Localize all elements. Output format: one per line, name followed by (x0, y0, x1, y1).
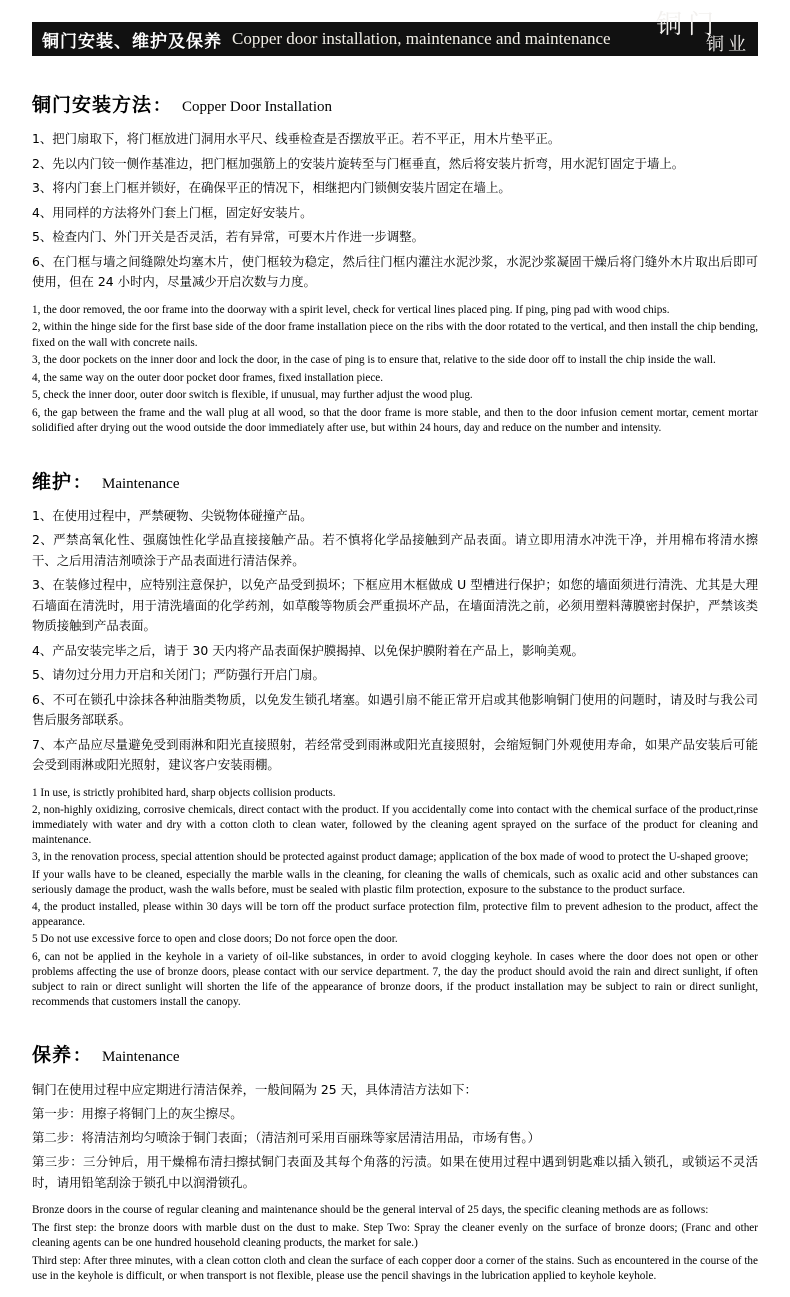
paragraph: 6, the gap between the frame and the wall plug at all wood, so that the door frame is more stable, and then to the door infusion cement mortar, cement mortar solidified after drying out the wood outside the door immediately after use, but within 24 hours, day and reduce on the number and intensity. (32, 406, 758, 434)
section-heading-care (32, 1040, 758, 1067)
list-item: 1、在使用过程中，严禁硬物、尖锐物体碰撞产品。 (32, 507, 313, 523)
installation-steps-cn (32, 129, 758, 293)
care-steps-en (32, 1203, 758, 1285)
list-item: 7、本产品应尽量避免受到雨淋和阳光直接照射，若经常受到雨淋或阳光直接照射，会缩短铜门外观使用寿命，如果产品安装后可能会受到雨淋或阳光照射，建议客户安装雨棚。 (32, 736, 758, 772)
section-heading-en: Maintenance (102, 1049, 180, 1066)
list-item: 1、把门扇取下，将门框放进门洞用水平尺、线垂检查是否摆放平正。若不平正，用木片垫平正。 (32, 131, 561, 146)
paragraph: 第一步：用擦子将铜门上的灰尘擦尽。 (32, 1106, 243, 1122)
section-heading-en: Copper Door Installation (182, 99, 332, 115)
paragraph: 5, check the inner door, outer door switch is flexible, if unusual, may further adjust the wood plug. (32, 389, 473, 401)
paragraph: 5 Do not use excessive force to open and close doors; Do not force open the door. (32, 933, 398, 946)
paragraph: 2, non-highly oxidizing, corrosive chemicals, direct contact with the product. If you accidentally come into contact with the chemical surface of the product,rinse immediately with water and dry with a cotton cloth to clean water, followed by the cleaning agent sprayed on the surface of the product for cleaning and maintenance. (32, 803, 758, 847)
paragraph: If your walls have to be cleaned, especially the marble walls in the cleaning, for cleaning the walls of chemicals, such as oxalic acid and other substances can seriously damage the product, wash the walls before, must be sealed with plastic film protection, exposure to the substance to the product surface. (32, 868, 758, 896)
paragraph: 3, in the renovation process, special attention should be protected against product damage; application of the box made of wood to protect the U-shaped groove; (32, 851, 749, 864)
section-heading-cn: 维护 (32, 470, 73, 493)
section-heading-cn: 保养 (32, 1044, 73, 1067)
page-banner (32, 22, 758, 56)
list-item: 5、检查内门、外门开关是否灵活，若有异常，可要木片作进一步调整。 (32, 229, 424, 244)
list-item: 3、在装修过程中，应特别注意保护，以免产品受到损坏；下框应用木框做成 U 型槽进行保护；如您的墙面须进行清洗、尤其是大理石墙面在清洗时，用于清洗墙面的化学药剂，如草酸等物质会严重损坏产品，在墙面清洗之前，必须用塑料薄膜密封保护，严禁该类物质接触到产品表面。 (32, 577, 758, 633)
paragraph: 6, can not be applied in the keyhole in a variety of oil-like substances, in order to avoid clogging keyhole. In cases where the door does not open or other problems affecting the use of bronze doors, please contact with our service department. 7, the day the product should avoid the rain and direct sunlight, if often subject to rain or direct sunlight will shorten the life of the appearance of bronze doors, if the product installation may be subject to rain or direct sunlight, recommends that customers install the canopy. (32, 950, 758, 1009)
section-care (32, 1040, 758, 1285)
paragraph: 4, the product installed, please within 30 days will be torn off the product surface protection film, protective film to prevent adhesion to the product, affect the appearance. (32, 900, 758, 929)
maintenance-steps-cn (32, 506, 758, 776)
paragraph: 第三步：三分钟后，用干燥棉布清扫擦拭铜门表面及其每个角落的污渍。如果在使用过程中遇到钥匙难以插入锁孔，或锁运不灵活时，请用铅笔刮涂于锁孔中以润滑锁孔。 (32, 1154, 758, 1191)
section-installation (32, 90, 758, 437)
paragraph: Third step: After three minutes, with a clean cotton cloth and clean the surface of each copper door a corner of the stains. Such as encountered in the course of the use in the keyhole is difficult, or when transport is not flexible, please use the pencil shavings in the lubrication applied to keyhole keyhole. (32, 1254, 758, 1283)
list-item: 5、请勿过分用力开启和关闭门；严防强行开启门扇。 (32, 667, 325, 682)
paragraph: 铜门在使用过程中应定期进行清洁保养，一般间隔为 25 天，具体清洁方法如下： (32, 1082, 477, 1098)
paragraph: 4, the same way on the outer door pocket door frames, fixed installation piece. (32, 371, 384, 384)
paragraph: 1, the door removed, the oor frame into the doorway with a spirit level, check for vertical lines placed ping. If ping, ping pad with wood chips. (32, 303, 670, 316)
paragraph: 2, within the hinge side for the first base side of the door frame installation piece on the ribs with the door rotated to the vertical, and then install the chip bending, fixed on the wall with concrete nails. (32, 321, 758, 349)
maintenance-steps-en (32, 786, 758, 1011)
paragraph: The first step: the bronze doors with marble dust on the dust to make. Step Two: Spray the cleaner evenly on the surface of bronze doors; (Franc and other cleaning agents can be one hundred household cleaning products, the market for sale.) (32, 1221, 758, 1250)
list-item: 6、不可在锁孔中涂抹各种油脂类物质，以免发生锁孔堵塞。如遇引扇不能正常开启或其他影响铜门使用的问题时，请及时与我公司售后服务部联系。 (32, 691, 758, 727)
section-maintenance (32, 467, 758, 1011)
list-item: 3、将内门套上门框并锁好，在确保平正的情况下，相继把内门锁侧安装片固定在墙上。 (32, 180, 511, 195)
section-heading-maintenance (32, 467, 758, 494)
installation-steps-en (32, 303, 758, 437)
section-heading-en: Maintenance (102, 475, 180, 492)
banner-title-cn: 铜门安装、维护及保养 (42, 31, 222, 52)
section-heading-installation (32, 90, 758, 117)
list-item: 4、产品安装完毕之后，请于 30 天内将产品表面保护膜揭掉、以免保护膜附着在产品上，影响美观。 (32, 642, 584, 658)
paragraph: 第二步：将清洁剂均匀喷涂于铜门表面；（清洁剂可采用百丽珠等家居清洁用品，市场有售。） (32, 1130, 541, 1146)
watermark-mark: 铜门 (655, 10, 720, 40)
care-steps-cn (32, 1079, 758, 1193)
section-heading-cn: 铜门安装方法 (32, 94, 153, 116)
list-item: 4、用同样的方法将外门套上门框，固定好安装片。 (32, 204, 313, 220)
paragraph: Bronze doors in the course of regular cleaning and maintenance should be the general interval of 25 days, the specific cleaning methods are as follows: (32, 1204, 709, 1217)
banner-title-en: Copper door installation, maintenance and maintenance (232, 29, 611, 48)
list-item: 6、在门框与墙之间缝隙处均塞木片，使门框较为稳定，然后往门框内灌注水泥沙浆，水泥沙浆凝固干燥后将门缝外木片取出后即可使用，但在 24 小时内，尽量减少开启次数与力度。 (32, 253, 758, 289)
paragraph: 3, the door pockets on the inner door and lock the door, in the case of ping is to ensure that, relative to the side door off to install the chip inside the wall. (32, 354, 716, 366)
list-item: 2、先以内门铰一侧作基准边，把门框加强筋上的安装片旋转至与门框垂直，然后将安装片折弯，用水泥钉固定于墙上。 (32, 155, 685, 171)
section-heading-colon: ： (73, 1046, 91, 1067)
paragraph: 1 In use, is strictly prohibited hard, sharp objects collision products. (32, 786, 336, 799)
watermark-mark-secondary: 铜业 (706, 34, 750, 55)
section-heading-colon: ： (153, 96, 171, 116)
section-heading-colon: ： (73, 472, 91, 493)
list-item: 2、严禁高氧化性、强腐蚀性化学品直接接触产品。若不慎将化学品接触到产品表面。请立即用清水冲洗干净，并用棉布将清水擦干、之后用清洁剂喷涂于产品表面进行清洁保养。 (32, 532, 758, 568)
